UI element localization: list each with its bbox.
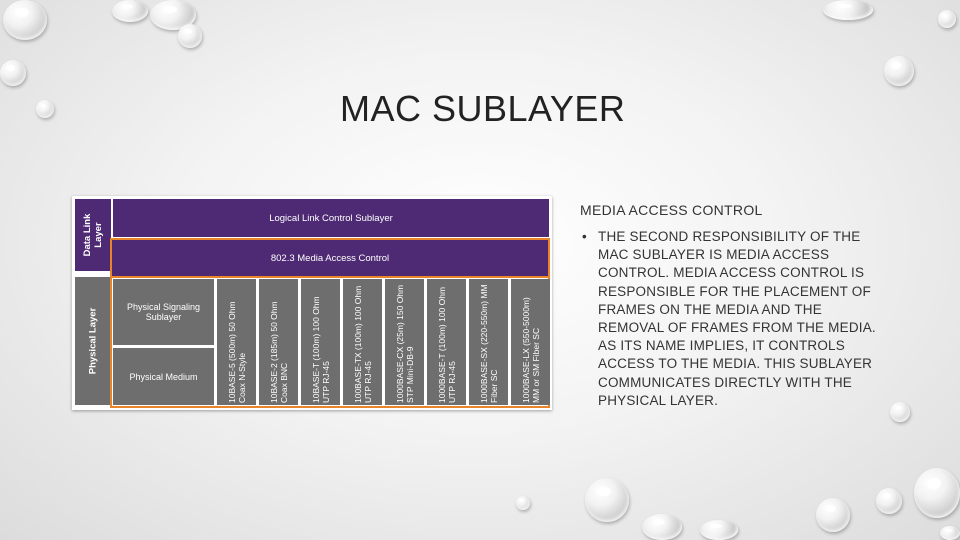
standard-column bbox=[511, 279, 550, 405]
standard-column bbox=[469, 279, 508, 405]
water-drop-decoration bbox=[112, 0, 148, 22]
physical-signaling-box: Physical Signaling Sublayer bbox=[113, 279, 214, 345]
water-drop-decoration bbox=[3, 0, 47, 40]
water-drop-decoration bbox=[816, 498, 850, 532]
water-drop-decoration bbox=[700, 520, 738, 540]
water-drop-decoration bbox=[890, 402, 910, 422]
standard-label: 10BASE-2 (185m) 50 Ohm Coax BNC bbox=[268, 301, 289, 403]
bullet-list bbox=[580, 228, 880, 410]
standard-label: 1000BASE-CX (25m) 150 Ohm STP Mini-DB-9 bbox=[394, 284, 415, 403]
bullet-text: THE SECOND RESPONSIBILITY OF THE MAC SUBLAYER IS MEDIA ACCESS CONTROL. MEDIA ACCESS CONTROL IS RESPONSIBLE FOR THE PLACEMENT OF FRAMES ON THE MEDIA AND THE REMOVAL OF FRAMES FROM THE MEDIA. AS ITS NAME IMPLIES, IT CONTROLS ACCESS TO THE MEDIA. THIS SUBLAYER COMMUNICATES DIRECTLY WITH THE PHYSICAL LAYER. bbox=[598, 229, 876, 408]
slide-title: MAC SUBLAYER bbox=[340, 88, 626, 129]
physical-layer-text: Physical Layer bbox=[87, 307, 99, 375]
standard-column bbox=[343, 279, 382, 405]
water-drop-decoration bbox=[884, 56, 914, 86]
water-drop-decoration bbox=[0, 60, 26, 86]
subheading: MEDIA ACCESS CONTROL bbox=[580, 202, 763, 218]
bullet-item bbox=[580, 228, 880, 410]
standard-label: 1000BASE-T (100m) 100 Ohm UTP RJ-45 bbox=[436, 286, 457, 403]
bullet-glyph: • bbox=[582, 229, 587, 244]
data-link-layer-label bbox=[75, 199, 111, 271]
standard-label: 1000BASE-SX (220-550m) MM Fiber SC bbox=[478, 284, 499, 403]
mac-sublayer-box: 802.3 Media Access Control bbox=[110, 238, 550, 278]
standard-column bbox=[385, 279, 424, 405]
water-drop-decoration bbox=[36, 100, 54, 118]
standard-label: 100BASE-TX (100m) 100 Ohm UTP RJ-45 bbox=[352, 285, 373, 403]
standard-label: 10BASE-5 (500m) 50 Ohm Coax N-Style bbox=[226, 301, 247, 403]
water-drop-decoration bbox=[876, 488, 902, 514]
mac-sublayer-diagram bbox=[72, 196, 552, 410]
standard-column bbox=[427, 279, 466, 405]
water-drop-decoration bbox=[585, 478, 629, 522]
water-drop-decoration bbox=[938, 10, 956, 28]
data-link-layer-text: Data Link Layer bbox=[82, 213, 104, 257]
water-drop-decoration bbox=[914, 468, 960, 518]
water-drop-decoration bbox=[516, 496, 530, 510]
standard-column bbox=[217, 279, 256, 405]
physical-medium-box: Physical Medium bbox=[113, 348, 214, 405]
water-drop-decoration bbox=[178, 24, 202, 48]
water-drop-decoration bbox=[642, 514, 682, 540]
physical-layer-label bbox=[75, 277, 111, 405]
standard-column bbox=[259, 279, 298, 405]
standard-label: 1000BASE-LX (550-5000m) MM or SM Fiber SC bbox=[520, 297, 541, 403]
standard-label: 10BASE-T (100m) 100 Ohm UTP RJ-45 bbox=[310, 296, 331, 403]
standard-column bbox=[301, 279, 340, 405]
water-drop-decoration bbox=[823, 0, 873, 20]
llc-sublayer-box: Logical Link Control Sublayer bbox=[113, 199, 549, 237]
water-drop-decoration bbox=[940, 526, 960, 540]
